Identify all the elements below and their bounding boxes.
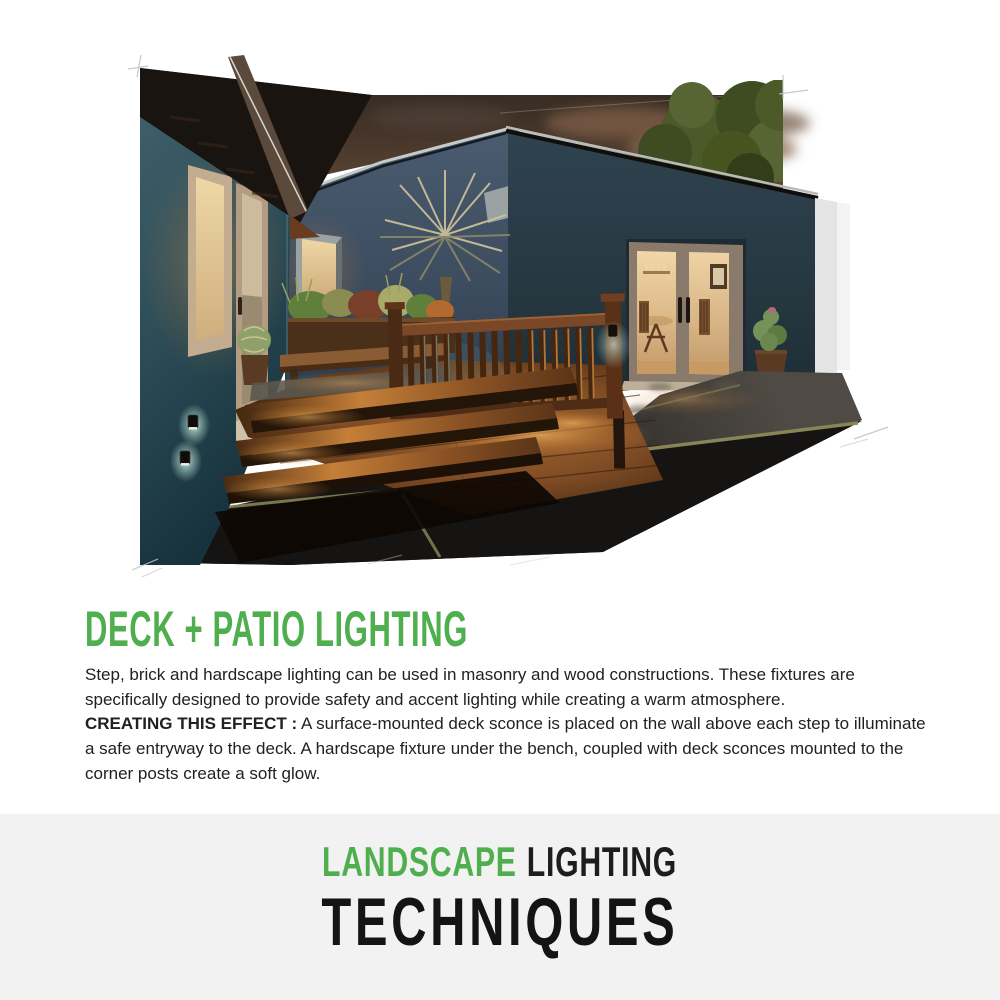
intro-paragraph: Step, brick and hardscape lighting can be used in masonry and wood constructions. These fixtures are specifically designed to provide safety and accent lighting while creating a warm atmosphere. — [85, 665, 855, 709]
door-pull — [238, 297, 242, 315]
left-window — [188, 165, 232, 357]
footer-band — [0, 814, 1000, 1000]
footer-title-text: TECHNIQUES — [321, 884, 679, 961]
brand-line — [0, 840, 1000, 884]
step-sconce — [178, 404, 210, 446]
door-handle — [678, 297, 682, 323]
section-heading — [85, 601, 930, 657]
side-panel — [815, 198, 850, 372]
corner-post-sconce — [608, 325, 617, 337]
brand-words — [323, 840, 678, 884]
effect-paragraph — [85, 711, 930, 786]
section-heading-text: DECK + PATIO LIGHTING — [85, 601, 469, 657]
deck-patio-illustration — [125, 50, 925, 585]
cactus-bloom — [768, 307, 776, 313]
brand-rest-word: LIGHTING — [527, 838, 678, 885]
door-handle — [686, 297, 690, 323]
step-sconce — [170, 440, 202, 482]
french-doors — [621, 239, 750, 391]
footer-title — [0, 884, 1000, 961]
brand-accent-word: LANDSCAPE — [322, 838, 518, 885]
effect-label: CREATING THIS EFFECT : — [85, 714, 298, 733]
effect-body: A surface-mounted deck sconce is placed on the wall above each step to illuminate a safe entryway to the deck. A hardscape fixture under the bench, coupled with deck sconces mounted to the corner posts create a soft glow. — [85, 714, 926, 783]
